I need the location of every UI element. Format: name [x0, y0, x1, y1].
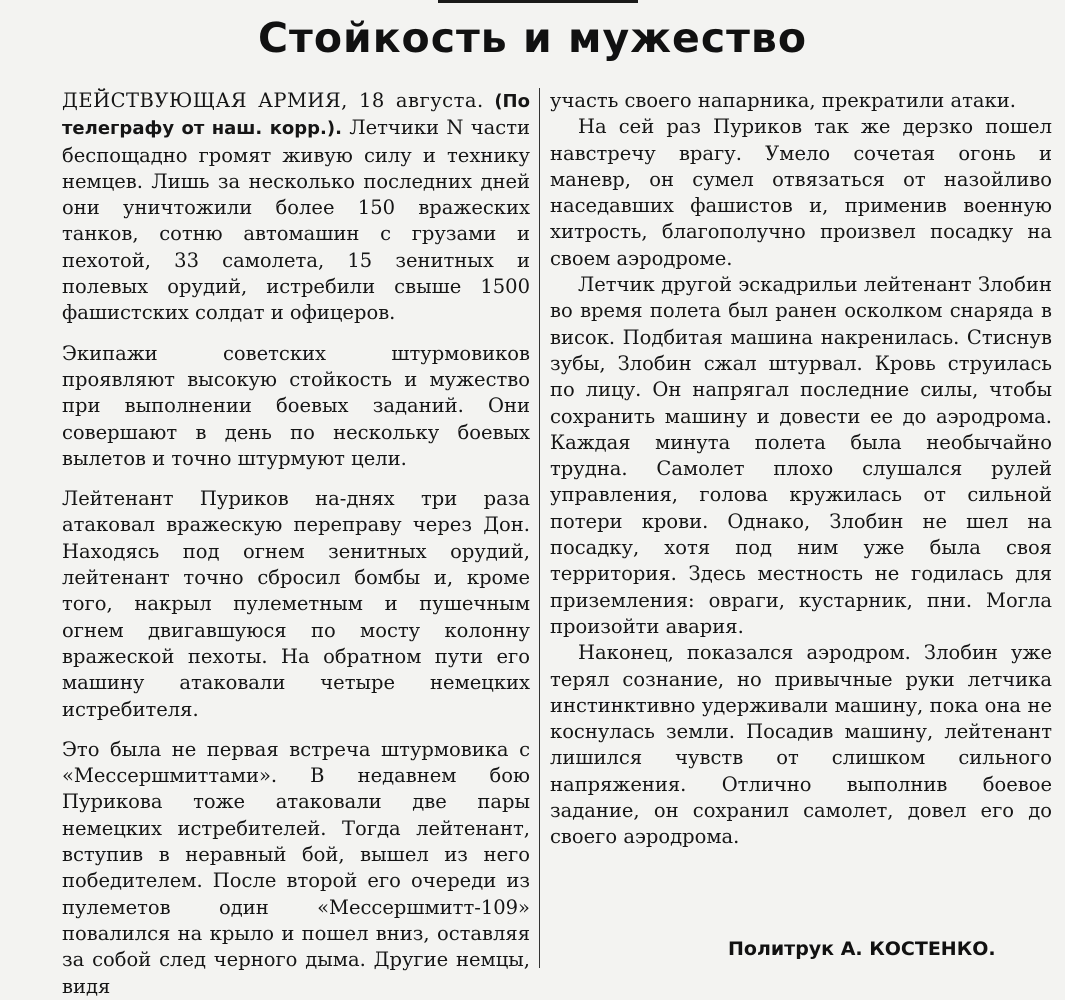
author-signature: Политрук А. КОСТЕНКО. — [728, 938, 996, 960]
paragraph: Экипажи советских штурмовиков проявляют высокую стойкость и мужество при выполнении боевых заданий. Они совершают в день по нескольку боевых вылетов и точно штурмуют цели. — [62, 341, 530, 470]
dateline: ДЕЙСТВУЮЩАЯ АРМИЯ, 18 августа. — [62, 89, 484, 112]
paragraph: На сей раз Пуриков так же дерзко пошел навстречу врагу. Умело сочетая огонь и маневр, он сумел отвязаться от назойливо наседавших фашистов и, применив военную хитрость, благополучно произвел посадку на своем аэродроме. — [550, 115, 1052, 270]
paragraph-text: Летчики N части беспощадно громят живую силу и технику немцев. Лишь за несколько последних дней они уничтожили более 150 вражеских танков, сотню автомашин с грузами и пехотой, 33 самолета, 15 зенитных и полевых орудий, истребили свыше 1500 фашистских солдат и офицеров. — [62, 116, 531, 325]
paragraph: Летчик другой эскадрильи лейтенант Злобин во время полета был ранен осколком снаряда в висок. Подбитая машина накренилась. Стиснув зубы, Злобин сжал штурвал. Кровь струилась по лицу. Он напрягал последние силы, чтобы сохранить машину и довести ее до аэродрома. Каждая минута полета была необычайно трудна. Самолет плохо слушался рулей управления, голова кружилась от сильной потери крови. Однако, Злобин не шел на посадку, хотя под ним уже была своя территория. Здесь местность не годилась для приземления: овраги, кустарник, пни. Могла произойти авария. — [550, 273, 1052, 638]
paragraph: Это была не первая встреча штурмовика с «Мессершмиттами». В недавнем бою Пурикова тоже атаковали две пары немецких истребителей. Тогда лейтенант, вступив в неравный бой, вышел из него победителем. После второй его очереди из пулеметов один «Мессершмитт-109» повалился на крыло и пошел вниз, оставляя за собой след черного дыма. Другие немцы, видя — [62, 737, 530, 998]
article-headline: Стойкость и мужество — [257, 14, 808, 62]
byline: (По телеграфу от наш. корр.). — [62, 91, 530, 140]
paragraph: Наконец, показался аэродром. Злобин уже терял сознание, но привычные руки летчика инстинктивно удерживали машину, пока она не коснулась земли. Посадив машину, лейтенант лишился чувств от слишком сильного напряжения. Отлично выполнив боевое задание, он сохранил самолет, довел его до своего аэродрома. — [550, 641, 1052, 849]
top-rule — [438, 0, 638, 3]
paragraph — [62, 88, 530, 327]
paragraph: Лейтенант Пуриков на-днях три раза атаковал вражескую переправу через Дон. Находясь под огнем зенитных орудий, лейтенант точно сбросил бомбы и, кроме того, накрыл пулеметным и пушечным огнем двигавшуюся по мосту колонну вражеской пехоты. На обратном пути его машину атаковали четыре немецких истребителя. — [62, 487, 530, 721]
left-column — [62, 88, 530, 1000]
column-divider — [539, 88, 540, 968]
right-column — [550, 88, 1052, 851]
paragraph: участь своего напарника, прекратили атаки. — [550, 89, 1016, 112]
